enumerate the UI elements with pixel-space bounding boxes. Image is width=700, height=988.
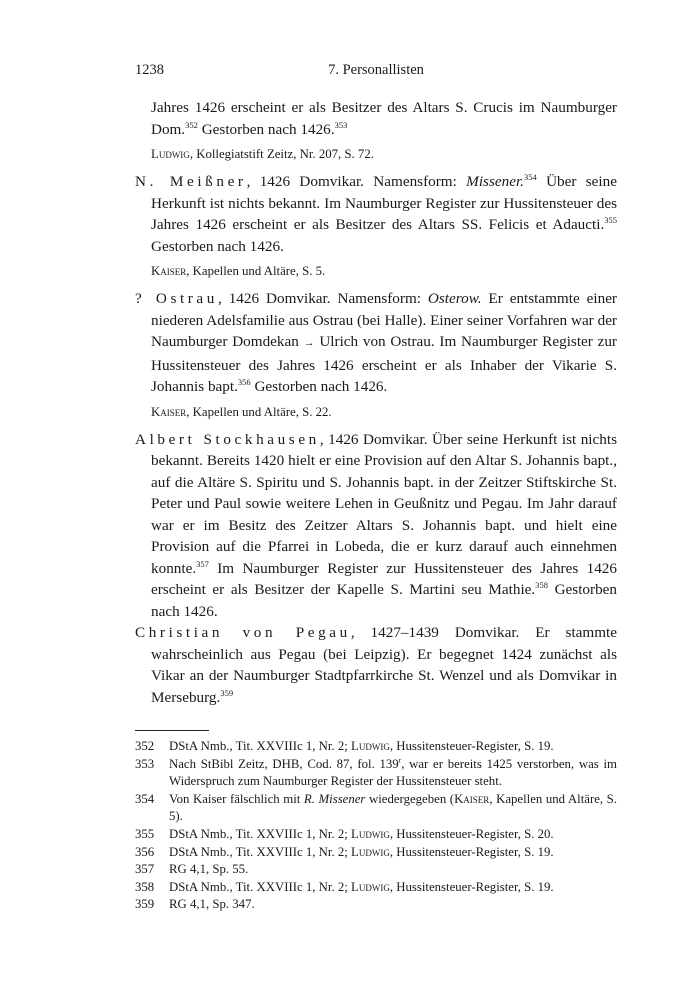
footnote-number: 352 (135, 739, 155, 753)
footnote: 353 Nach StBibl Zeitz, DHB, Cod. 87, fol. 139$^r$, war er bereits 1425 verstorben, was im Widerspruch zum Naumburger Register der Hussitensteuer steht. (135, 755, 617, 789)
footnote: 357 RG 4,1, Sp. 55. (135, 861, 617, 879)
entry-name: Christian von Pegau (135, 624, 351, 641)
footnote-ref[interactable]: 359 (220, 687, 234, 698)
footnote: 352 DStA Nmb., Tit. XXVIIIc 1, Nr. 2; Ludwig, Hussitensteuer-Register, S. 19. (135, 738, 617, 756)
footnote-number: 356 (135, 844, 155, 859)
cross-reference-arrow-icon[interactable]: → (303, 337, 315, 349)
footnote-ref[interactable]: 357 (196, 558, 209, 569)
running-title: 7. Personallisten (328, 62, 424, 78)
entry-name: N. Meißner (135, 173, 247, 190)
book-page (135, 62, 617, 914)
entry-name: ? Ostrau (135, 290, 218, 307)
footnote: 355 DStA Nmb., Tit. XXVIIIc 1, Nr. 2; Ludwig, Hussitensteuer-Register, S. 20. (135, 826, 617, 844)
footnote-ref[interactable]: 358 (535, 579, 548, 590)
entry-name: Albert Stockhausen (135, 430, 320, 448)
main-text (135, 97, 617, 708)
entry-stockhausen: Albert Stockhausen, 1426 Domvikar. Über seine Herkunft ist nichts bekannt. Bereits 1420 hielt er eine Provision auf den Altar S. Johannis bapt., auf die Altäre S. Spiritu und S. Johannis bapt. in der Zeitzer Stiftskirche St. Peter und Paul sowie weitere Lehen in Geußnitz und Pegau. Im Jahr darauf war er im Besitz des Zeitzer Altars S. Johannis bapt. und hielt eine Provision auf die Pfarrei in Lobeda, die er kurz darauf auch einnehmen konnte.$^{357}$ Im Naumburger Register zur Hussitensteuer des Jahres 1426 erscheint er als Besitzer der Kapelle S. Martini seu Mathie.$^{358}$ Gestorben nach 1426. (135, 430, 617, 620)
name-variant: Osterow. (427, 290, 482, 307)
footnote-ref[interactable]: 354 (523, 171, 537, 182)
footnote-ref[interactable]: 352 (185, 119, 198, 130)
footnote: 356 DStA Nmb., Tit. XXVIIIc 1, Nr. 2; Ludwig, Hussitensteuer-Register, S. 19. (135, 844, 617, 862)
footnote-number: 359 (135, 897, 155, 912)
footnote: 358 DStA Nmb., Tit. XXVIIIc 1, Nr. 2; Ludwig, Hussitensteuer-Register, S. 19. (135, 879, 617, 897)
footnote-number: 358 (135, 879, 155, 894)
entry-ostrau: ? Ostrau, 1426 Domvikar. Namensform: Osterow. Er entstammte einer niederen Adelsfamilie aus Ostrau (bei Halle). Einer seiner Vorfahren war der Naumburger Domdekan → Ulrich von Ostrau. Im Naumburger Register zur Hussitensteuer des Jahres 1426 erscheint er als Inhaber der Vikarie S. Johannis bapt.$^{356}$ Gestorben nach 1426. (135, 290, 617, 395)
footnote: 359 RG 4,1, Sp. 347. (135, 896, 617, 914)
name-variant: Missener. (466, 173, 524, 190)
entry-pegau: Christian von Pegau, 1427–1439 Domvikar. Er stammte wahrscheinlich aus Pegau (bei Leipzig). Er begegnet 1424 zunächst als Vikar an der Naumburger Stadtpfarrkirche St. Wenzel und als Domvikar in Merseburg.$^{359}$ (135, 624, 617, 706)
footnote: 354 Von Kaiser fälschlich mit R. Missener wiedergegeben (Kaiser, Kapellen und Altäre, S. 5). (135, 791, 617, 824)
footnote-ref[interactable]: 353 (334, 119, 348, 130)
page-number: 1238 (135, 62, 164, 78)
footnote-ref[interactable]: 355 (604, 214, 617, 225)
continued-entry: Jahres 1426 erscheint er als Besitzer des Altars S. Crucis im Naumburger Dom.$^{352}$ Gestorben nach 1426.$^{353}$ (151, 99, 617, 138)
page-header (135, 62, 617, 84)
source-reference: Ludwig, Kollegiatstift Zeitz, Nr. 207, S. 72. (151, 147, 374, 161)
source-reference: Kaiser, Kapellen und Altäre, S. 5. (151, 264, 326, 278)
footnote-number: 355 (135, 826, 155, 841)
footnotes (135, 738, 617, 914)
footnote-divider (135, 730, 209, 731)
footnote-ref[interactable]: 356 (237, 376, 251, 387)
footnote-number: 353 (135, 756, 155, 771)
entry-meissner: N. Meißner, 1426 Domvikar. Namensform: Missener.$^{354}$ Über seine Herkunft ist nichts bekannt. Im Naumburger Register zur Hussitensteuer des Jahres 1426 erscheint er als Besitzer des Altars SS. Felicis et Adaucti.$^{355}$ Gestorben nach 1426. (135, 171, 617, 255)
footnote-number: 354 (135, 791, 155, 806)
footnote-number: 357 (135, 862, 155, 877)
source-reference: Kaiser, Kapellen und Altäre, S. 22. (151, 404, 332, 419)
